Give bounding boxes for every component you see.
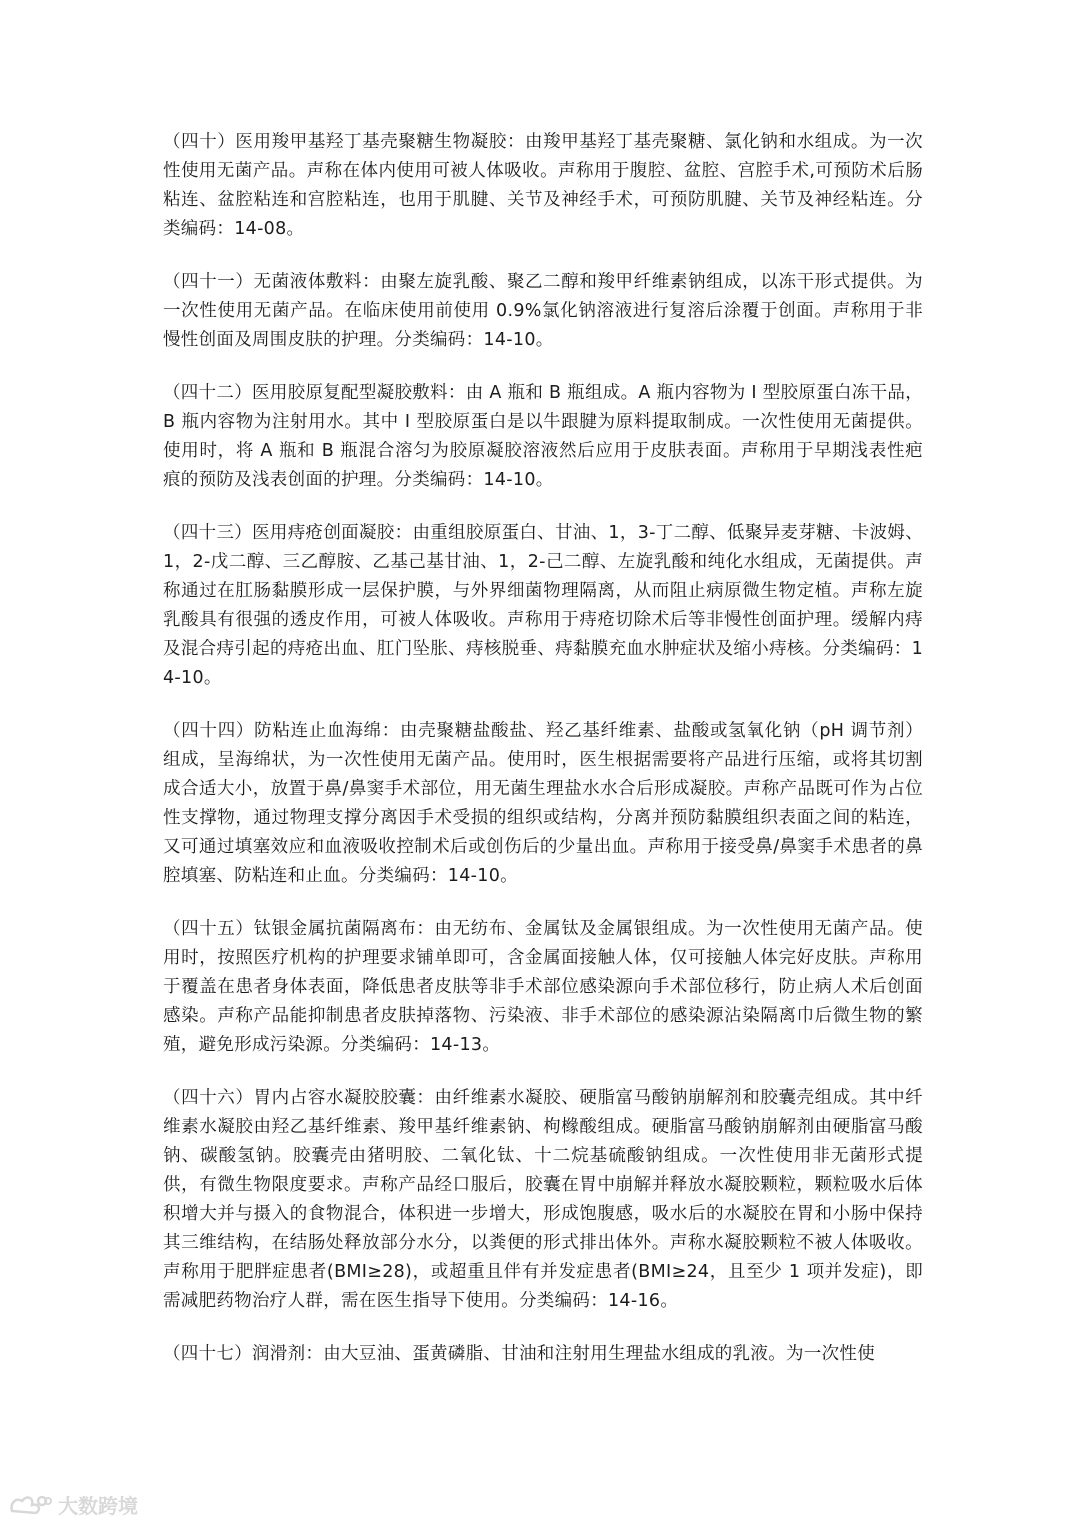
- watermark: [8, 1490, 138, 1519]
- paragraph-45: （四十五）钛银金属抗菌隔离布：由无纺布、金属钛及金属银组成。为一次性使用无菌产品。使用时，按照医疗机构的护理要求铺单即可，含金属面接触人体，仅可接触人体完好皮肤。声称用于覆盖在患者身体表面，降低患者皮肤等非手术部位感染源向手术部位移行，防止病人术后创面感染。声称产品能抑制患者皮肤掉落物、污染液、非手术部位的感染源沾染隔离巾后微生物的繁殖，避免形成污染源。分类编码：14-13。: [163, 919, 923, 1055]
- paragraph-41: （四十一）无菌液体敷料：由聚左旋乳酸、聚乙二醇和羧甲纤维素钠组成，以冻干形式提供。为一次性使用无菌产品。在临床使用前使用 0.9%氯化钠溶液进行复溶后涂覆于创面。声称用于非慢性创面及周围皮肤的护理。分类编码：14-10。: [163, 272, 923, 350]
- paragraph-46: （四十六）胃内占容水凝胶胶囊：由纤维素水凝胶、硬脂富马酸钠崩解剂和胶囊壳组成。其中纤维素水凝胶由羟乙基纤维素、羧甲基纤维素钠、枸橼酸组成。硬脂富马酸钠崩解剂由硬脂富马酸钠、碳酸氢钠。胶囊壳由猪明胶、二氧化钛、十二烷基硫酸钠组成。一次性使用非无菌形式提供，有微生物限度要求。声称产品经口服后，胶囊在胃中崩解并释放水凝胶颗粒，颗粒吸水后体积增大并与摄入的食物混合，体积进一步增大，形成饱腹感，吸水后的水凝胶在胃和小肠中保持其三维结构，在结肠处释放部分水分，以粪便的形式排出体外。声称水凝胶颗粒不被人体吸收。声称用于肥胖症患者(BMI≥28)，或超重且伴有并发症患者(BMI≥24，且至少 1 项并发症)，即需减肥药物治疗人群，需在医生指导下使用。分类编码：14-16。: [163, 1088, 923, 1311]
- paragraph-47: （四十七）润滑剂：由大豆油、蛋黄磷脂、甘油和注射用生理盐水组成的乳液。为一次性使: [163, 1344, 875, 1364]
- watermark-text: 大数跨境: [58, 1494, 138, 1518]
- paragraph-44: （四十四）防粘连止血海绵：由壳聚糖盐酸盐、羟乙基纤维素、盐酸或氢氧化钠（pH 调节剂）组成，呈海绵状，为一次性使用无菌产品。使用时，医生根据需要将产品进行压缩，或将其切割成合适大小，放置于鼻/鼻窦手术部位，用无菌生理盐水水合后形成凝胶。声称产品既可作为占位性支撑物，通过物理支撑分离因手术受损的组织或结构，分离并预防黏膜组织表面之间的粘连，又可通过填塞效应和血液吸收控制术后或创伤后的少量出血。声称用于接受鼻/鼻窦手术患者的鼻腔填塞、防粘连和止血。分类编码：14-10。: [163, 721, 923, 886]
- document-body: [163, 128, 923, 1393]
- paragraph-43: （四十三）医用痔疮创面凝胶：由重组胶原蛋白、甘油、1，3-丁二醇、低聚异麦芽糖、卡波姆、1，2-戊二醇、三乙醇胺、乙基己基甘油、1，2-己二醇、左旋乳酸和纯化水组成，无菌提供。声称通过在肛肠黏膜形成一层保护膜，与外界细菌物理隔离，从而阻止病原微生物定植。声称左旋乳酸具有很强的透皮作用，可被人体吸收。声称用于痔疮切除术后等非慢性创面护理。缓解内痔及混合痔引起的痔疮出血、肛门坠胀、痔核脱垂、痔黏膜充血水肿症状及缩小痔核。分类编码：14-10。: [163, 523, 923, 688]
- brand-logo-icon: [8, 1493, 52, 1517]
- paragraph-40: （四十）医用羧甲基羟丁基壳聚糖生物凝胶：由羧甲基羟丁基壳聚糖、氯化钠和水组成。为一次性使用无菌产品。声称在体内使用可被人体吸收。声称用于腹腔、盆腔、宫腔手术,可预防术后肠粘连、盆腔粘连和宫腔粘连，也用于肌腱、关节及神经手术，可预防肌腱、关节及神经粘连。分类编码：14-08。: [163, 132, 923, 239]
- paragraph-42: （四十二）医用胶原复配型凝胶敷料：由 A 瓶和 B 瓶组成。A 瓶内容物为 I 型胶原蛋白冻干品，B 瓶内容物为注射用水。其中 I 型胶原蛋白是以牛跟腱为原料提取制成。一次性使用无菌提供。使用时，将 A 瓶和 B 瓶混合溶匀为胶原凝胶溶液然后应用于皮肤表面。声称用于早期浅表性疤痕的预防及浅表创面的护理。分类编码：14-10。: [163, 383, 923, 490]
